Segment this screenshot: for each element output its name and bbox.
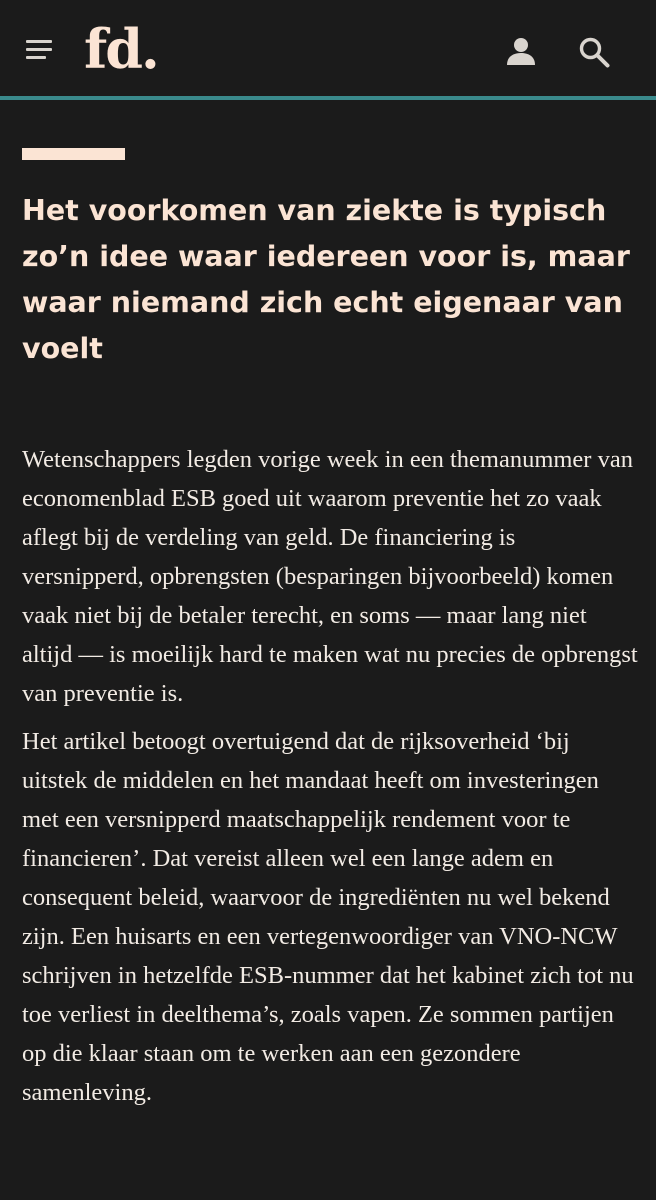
search-icon[interactable] [578,36,610,68]
article-headline: Het voorkomen van ziekte is typisch zo’n idee waar iedereen voor is, maar waar niemand zich echt eigenaar van voelt [22,194,630,365]
header-accent-line [0,96,656,100]
article-paragraph: Het artikel betoogt overtuigend dat de rijksoverheid ‘bij uitstek de middelen en het mandaat heeft om investeringen met een versnipperd maatschappelijk rendement voor te financieren’. Dat vereist alleen wel een lange adem en consequent beleid, waarvoor de ingrediënten nu wel bekend zijn. Een huisarts en een vertegenwoordiger van VNO-NCW schrijven in hetzelfde ESB-nummer dat het kabinet zich tot nu toe verliest in deelthema’s, zoals vapen. Ze sommen partijen op die klaar staan om te werken aan een gezondere samenleving. [22,728,634,1106]
user-icon[interactable] [506,36,536,66]
article-body [22,440,640,1121]
top-navigation-bar [0,0,656,96]
quote-accent-bar [22,148,125,160]
fd-logo[interactable]: fd. [84,17,158,81]
menu-icon[interactable] [26,40,52,60]
article-paragraph: Wetenschappers legden vorige week in een themanummer van economenblad ESB goed uit waarom preventie het zo vaak aflegt bij de verdeling van geld. De financiering is versnipperd, opbrengsten (besparingen bijvoorbeeld) komen vaak niet bij de betaler terecht, en soms — maar lang niet altijd — is moeilijk hard te maken wat nu precies de opbrengst van preventie is. [22,446,638,707]
